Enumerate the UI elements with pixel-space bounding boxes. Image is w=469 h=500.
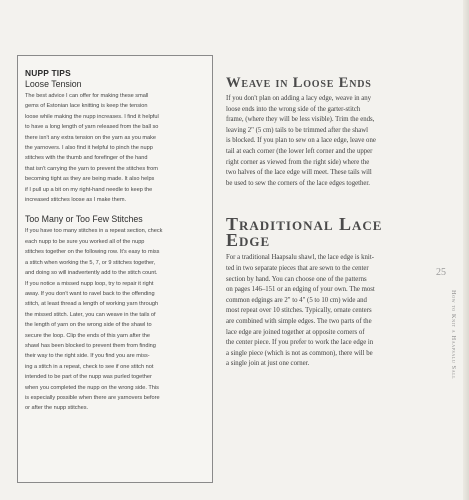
text-line: If you have too many stitches in a repeat section, check: [25, 228, 163, 235]
text-line: If you don't plan on adding a lacy edge, weave in any: [226, 95, 372, 102]
text-line: there isn't any extra tension on the yarn as you make: [25, 134, 157, 141]
text-line: when you completed the nupp on the wrong side. This: [25, 384, 159, 391]
text-line: is especially possible when there are yarnovers before: [25, 394, 160, 401]
text-line: to have a long length of yarn released from the ball so: [25, 124, 159, 131]
loose-tension-heading: Loose Tension: [25, 79, 82, 89]
lace-edge-title: Traditional Lace Edge: [226, 214, 383, 251]
text-line: and doing so will inadvertently add to the stitch count.: [25, 270, 158, 277]
text-line: frame, (where they will be less visible). Trim the ends,: [226, 116, 375, 124]
text-line: the missed stitch. Later, you can weave in the tails of: [25, 311, 156, 318]
text-line: or after the nupp stitches.: [25, 405, 89, 412]
text-line: be used to sew the corners of the lace edges together.: [226, 179, 371, 187]
text-line: becoming tight as they are being made. It also helps: [25, 176, 155, 183]
text-line: stitch, at least thread a length of working yarn through: [25, 301, 159, 308]
page-edge-shadow: [463, 0, 469, 500]
text-line: stitches with the thumb and forefinger of the hand: [25, 155, 148, 162]
text-line: the center piece. If you prefer to work the lace edge in: [226, 339, 374, 347]
page-number: 25: [436, 267, 446, 278]
text-line: stitches together on the following row. It's easy to miss: [25, 249, 160, 256]
text-line: a stitch when working the 5, 7, or 9 stitches together,: [25, 259, 156, 266]
weave-ends-body: [226, 94, 432, 189]
loose-tension-body: [25, 91, 204, 205]
text-line: increased stitches loose as I make them.: [25, 197, 127, 204]
main-column: [226, 75, 432, 370]
text-line: that isn't carrying the yarn to prevent the stitches from: [25, 165, 158, 172]
text-line: gems of Estonian lace knitting is keep the tension: [25, 103, 148, 110]
text-line: secure the loop. Clip the ends of this yarn after the: [25, 332, 150, 339]
text-line: right corner as viewed from the right side) where the: [226, 158, 370, 166]
text-line: a single join at just one corner.: [226, 360, 310, 368]
text-line: The best advice I can offer for making these small: [25, 93, 149, 99]
text-line: their way to the right side. If you find you are miss-: [25, 353, 150, 360]
text-line: tail at each corner (the lower left corner and the upper: [226, 147, 373, 155]
text-line: away. If you don't want to ravel back to the offending: [25, 290, 155, 297]
text-line: each nupp to be sure you worked all of the nupp: [25, 238, 145, 245]
text-line: section by hand. You can choose one of the patterns: [226, 275, 367, 283]
section-gap: [226, 189, 432, 216]
text-line: on pages 146–151 or an edging of your own. The most: [226, 286, 375, 294]
text-line: shawl has been blocked to prevent them from finding: [25, 342, 156, 349]
text-line: loose ends into the wrong side of the garter-stitch: [226, 105, 361, 113]
text-line: ted in two separate pieces that are sewn to the center: [226, 264, 369, 272]
text-line: the length of yarn on the wrong side of the shawl to: [25, 322, 152, 329]
text-line: most repeat over 10 stitches. Typically, ornate centers: [226, 307, 372, 315]
text-line: a single piece (which is not as common), there will be: [226, 349, 373, 357]
lace-edge-body: [226, 253, 432, 370]
text-line: ing a stitch in a repeat, check to see if one stitch not: [25, 363, 154, 370]
stitch-count-heading: Too Many or Too Few Stitches: [25, 214, 143, 225]
text-line: intended to be part of the nupp was purled together: [25, 374, 152, 381]
stitch-count-body: [25, 226, 204, 413]
nupp-tips-sidebar: [17, 55, 213, 483]
text-line: common edgings are 2" to 4" (5 to 10 cm) wide and: [226, 296, 367, 304]
text-line: loose while making the nupp increases. I find it helpful: [25, 113, 159, 120]
weave-ends-title: Weave in Loose Ends: [226, 75, 372, 91]
text-line: two halves of the lace edge will meet. These tails will: [226, 169, 372, 177]
text-line: If you notice a missed nupp loop, try to repair it right: [25, 280, 154, 287]
text-line: is blocked. If you plan to sew on a lace edge, leave one: [226, 137, 376, 145]
sidebar-heading: NUPP TIPS: [25, 68, 71, 78]
text-line: For a traditional Haapsalu shawl, the lace edge is knit-: [226, 254, 374, 262]
text-line: are combined with simple edges. The two parts of the: [226, 317, 372, 325]
text-line: if I pull up a bit on my right-hand needle to keep the: [25, 186, 153, 193]
text-line: the yarnovers. I also find it helpful to pinch the nupp: [25, 145, 153, 152]
text-line: leaving 2" (5 cm) tails to be trimmed after the shawl: [226, 126, 369, 134]
text-line: lace edge are joined together at opposite corners of: [226, 328, 365, 336]
running-head: How to Knit a Haapsalu Sall: [450, 290, 457, 380]
